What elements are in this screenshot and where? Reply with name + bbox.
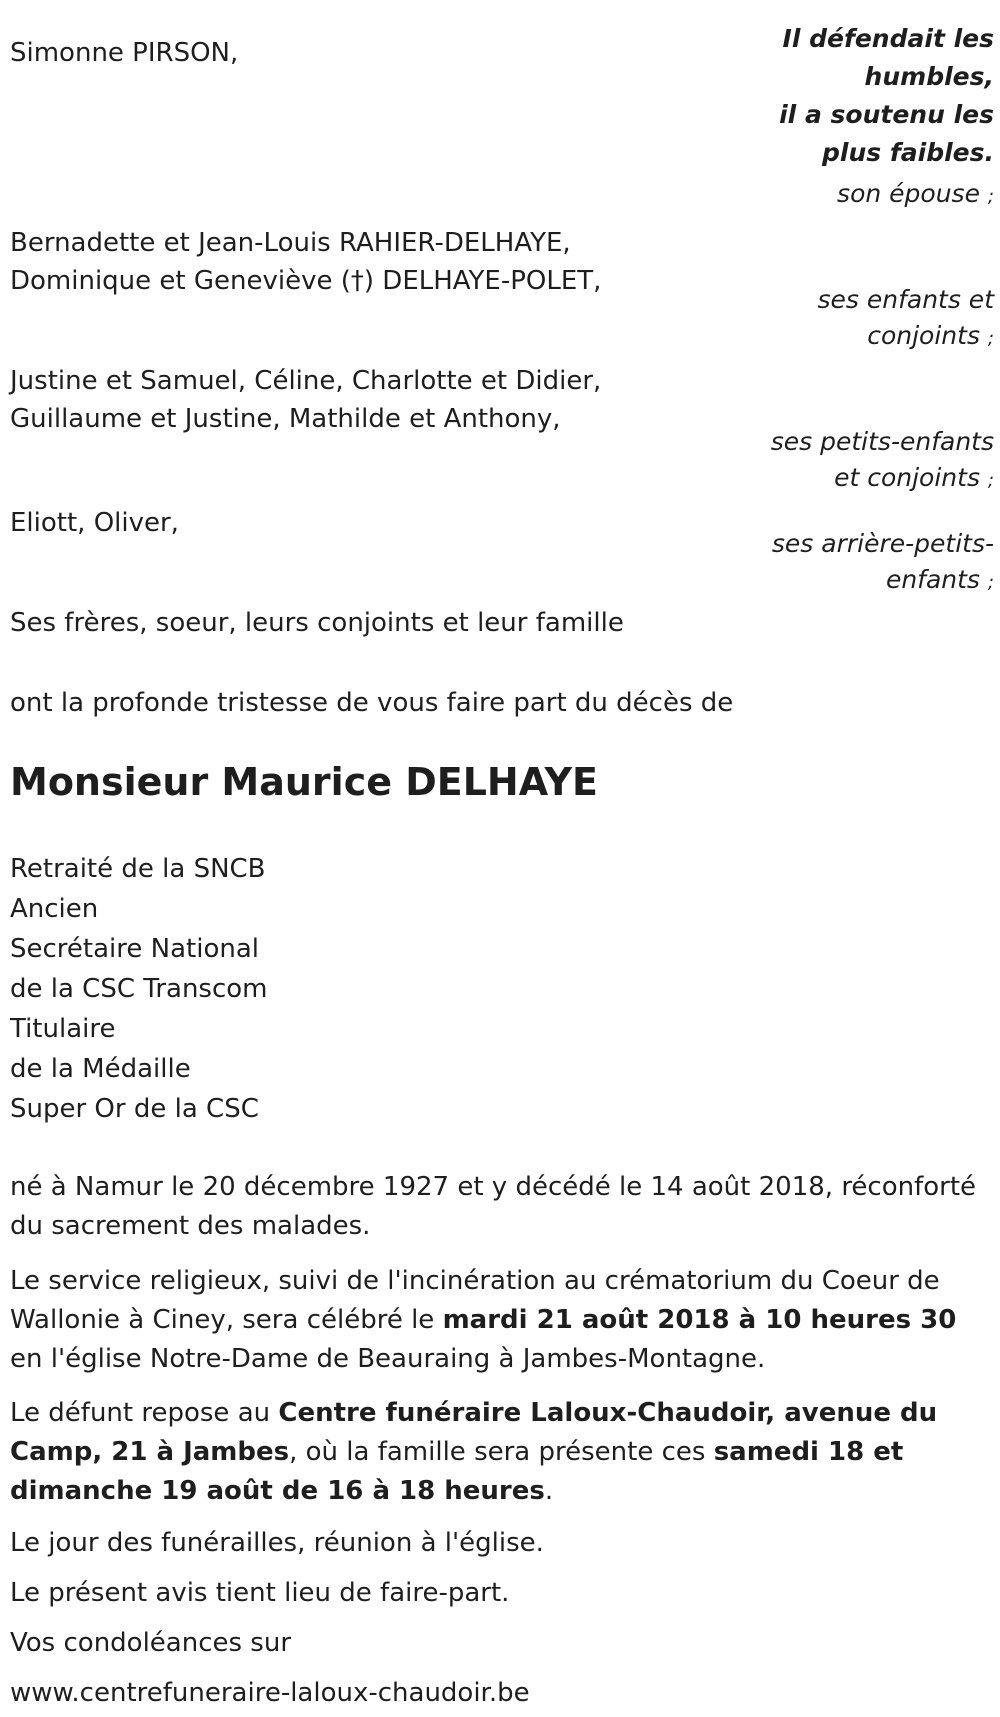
role-text: enfants	[885, 565, 980, 594]
visitation-place: Centre funéraire Laloux-Chaudoir, avenue du Camp, 21 à Jambes	[10, 1398, 938, 1467]
service-text: en l'église Notre-Dame de Beauraing à Jambes-Montagne.	[10, 1344, 766, 1374]
title-line: de la Médaille	[10, 1054, 191, 1084]
service-paragraph	[10, 1262, 995, 1379]
announcement: ont la profonde tristesse de vous faire part du décès de	[10, 688, 734, 718]
title-line: Titulaire	[10, 1014, 116, 1044]
title-line: Retraité de la SNCB	[10, 854, 266, 884]
service-datetime: mardi 21 août 2018 à 10 heures 30	[442, 1305, 957, 1335]
motto	[779, 20, 994, 172]
children-line-2: Dominique et Geneviève (†) DELHAYE-POLET,	[10, 266, 602, 296]
spouse-role	[837, 176, 994, 215]
role-separator: ;	[987, 186, 994, 207]
role-separator: ;	[987, 572, 994, 593]
spouse-name: Simonne PIRSON,	[10, 38, 239, 68]
title-line: Ancien	[10, 894, 99, 924]
role-separator: ;	[987, 470, 994, 491]
grandchildren-role	[771, 424, 994, 499]
grandchildren-line-1: Justine et Samuel, Céline, Charlotte et Didier,	[10, 366, 602, 396]
children-line-1: Bernadette et Jean-Louis RAHIER-DELHAYE,	[10, 228, 571, 258]
title-line: Secrétaire National	[10, 934, 259, 964]
meeting-line: Le jour des funérailles, réunion à l'église.	[10, 1528, 544, 1558]
visitation-text: , où la famille sera présente ces	[289, 1437, 714, 1467]
visitation-dates: samedi 18 et dimanche 19 août de 16 à 18 heures	[10, 1437, 904, 1506]
siblings-line: Ses frères, soeur, leurs conjoints et leur famille	[10, 608, 624, 638]
website-link[interactable]: www.centrefuneraire-laloux-chaudoir.be	[10, 1678, 530, 1708]
birth-death-paragraph: né à Namur le 20 décembre 1927 et y décédé le 14 août 2018, réconforté du sacrement des malades.	[10, 1172, 977, 1241]
condolences-label: Vos condoléances sur	[10, 1628, 292, 1658]
role-text: son épouse	[837, 179, 980, 208]
great-grandchildren-role	[772, 526, 994, 601]
role-text: ses arrière-petits-	[771, 529, 994, 558]
role-separator: ;	[987, 328, 994, 349]
motto-line: plus faibles.	[822, 138, 994, 167]
motto-line: humbles,	[864, 62, 994, 91]
service-text: Le service religieux, suivi de l'incinération au crématorium du Coeur de Wallonie à Ciney, sera célébré le	[10, 1266, 940, 1335]
notice-line: Le présent avis tient lieu de faire-part.	[10, 1578, 510, 1608]
children-role	[817, 282, 994, 357]
grandchildren-line-2: Guillaume et Justine, Mathilde et Anthony,	[10, 404, 561, 434]
role-text: ses enfants et	[817, 285, 994, 314]
title-line: de la CSC Transcom	[10, 974, 268, 1004]
role-text: conjoints	[867, 321, 980, 350]
motto-line: Il défendait les	[782, 24, 994, 53]
role-text: et conjoints	[834, 463, 980, 492]
motto-line: il a soutenu les	[779, 100, 994, 129]
visitation-text: .	[544, 1476, 554, 1506]
great-grandchildren-line: Eliott, Oliver,	[10, 508, 179, 538]
role-text: ses petits-enfants	[770, 427, 994, 456]
visitation-paragraph	[10, 1394, 995, 1511]
visitation-text: Le défunt repose au	[10, 1398, 279, 1428]
deceased-name: Monsieur Maurice DELHAYE	[10, 760, 598, 804]
title-line: Super Or de la CSC	[10, 1094, 259, 1124]
